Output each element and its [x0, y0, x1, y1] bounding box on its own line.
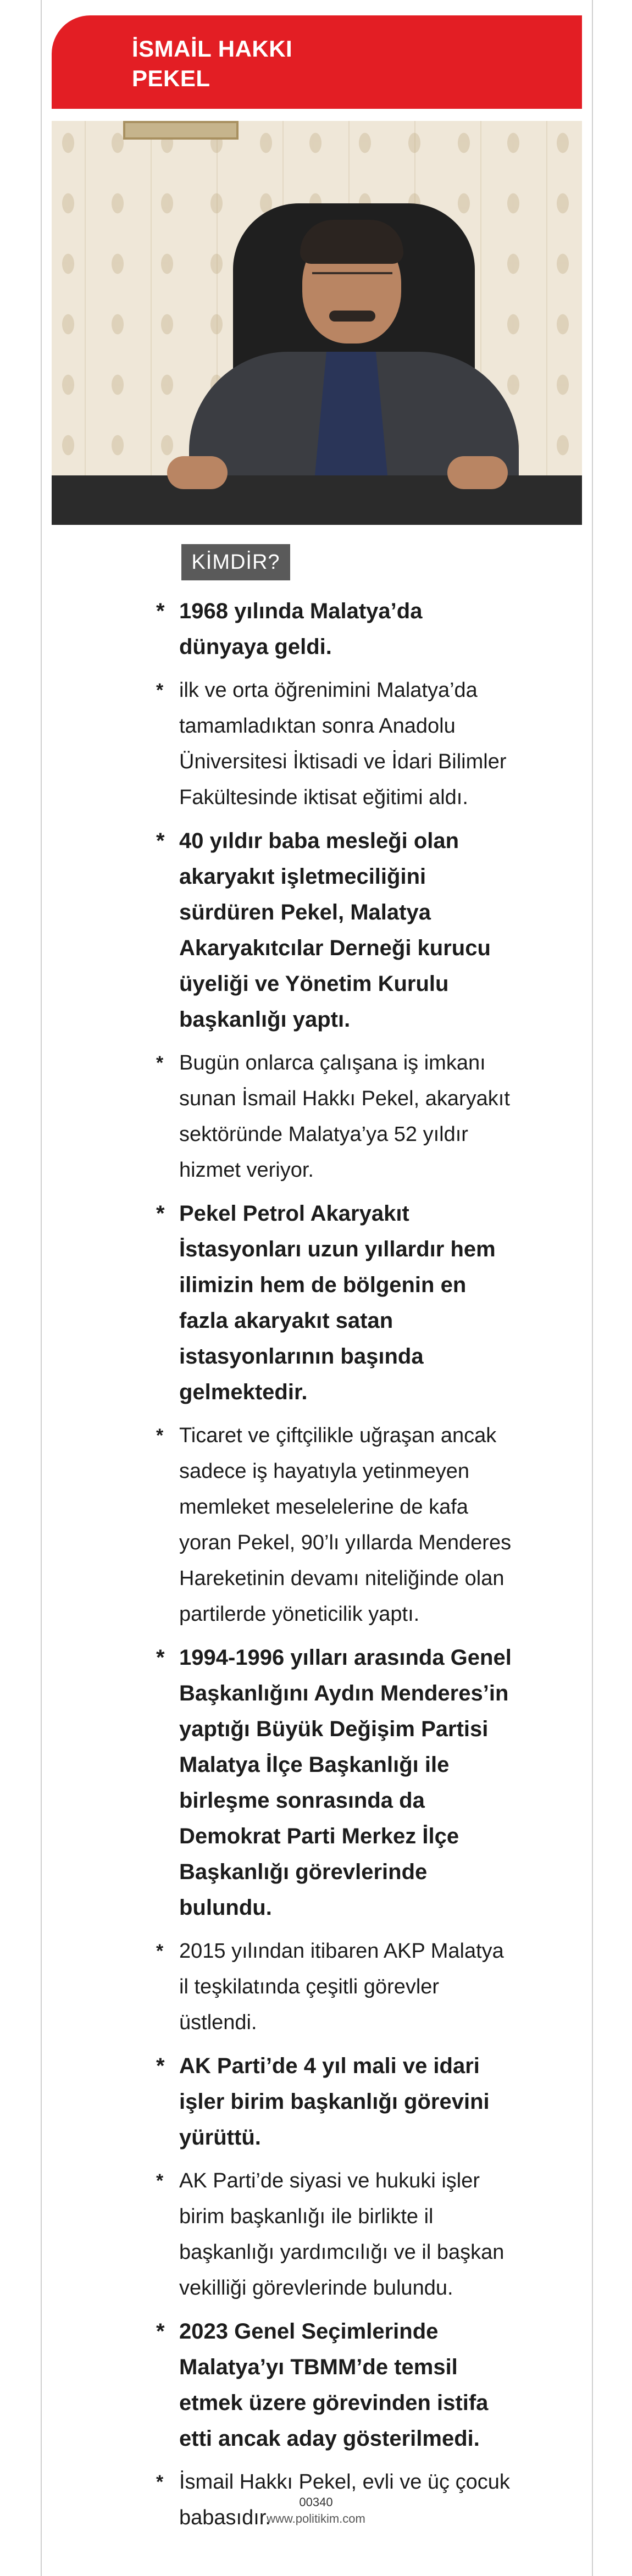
bio-list-item [154, 1640, 517, 1926]
bio-list-item [154, 2048, 517, 2156]
person-hair [300, 220, 403, 264]
bullet-asterisk: * [156, 1425, 164, 1446]
bio-item-text: 1968 yılında Malatya’da dünyaya geldi. [179, 599, 423, 659]
page-number: 00340 [299, 2495, 333, 2509]
bio-list-item [154, 594, 517, 665]
bio-list-item [154, 1418, 517, 1632]
bullet-asterisk: * [156, 1201, 165, 1226]
bullet-asterisk: * [156, 1052, 164, 1073]
footer [0, 2494, 632, 2527]
bio-item-text: Pekel Petrol Akaryakıt İstasyonları uzun yıllardır hem ilimizin hem de bölgenin en fazla akaryakıt satan istasyonlarının başında gelmektedir. [179, 1201, 496, 1404]
bio-item-text: AK Parti’de 4 yıl mali ve idari işler birim başkanlığı görevini yürüttü. [179, 2054, 490, 2150]
bullet-asterisk: * [156, 680, 164, 701]
bio-list-item [154, 673, 517, 816]
bio-list-item [154, 2163, 517, 2306]
bio-item-text: Bugün onlarca çalışana iş imkanı sunan İsmail Hakkı Pekel, akaryakıt sektöründe Malatya’ya 52 yıldır hizmet veriyor. [179, 1051, 510, 1182]
bio-item-text: 40 yıldır baba mesleği olan akaryakıt işletmeciliğini sürdüren Pekel, Malatya Akaryakıtcılar Derneği kurucu üyeliği ve Yönetim Kurulu başkanlığı yaptı. [179, 829, 491, 1032]
bullet-asterisk: * [156, 2170, 164, 2191]
right-hand [447, 456, 508, 489]
header-banner [52, 15, 582, 109]
page-title [132, 34, 582, 93]
biography-list [154, 594, 517, 2544]
bio-item-text: 2023 Genel Seçimlerinde Malatya’yı TBMM’de temsil etmek üzere görevinden istifa etti ancak aday gösterilmedi. [179, 2319, 489, 2451]
glasses [312, 272, 392, 291]
bullet-asterisk: * [156, 2054, 165, 2078]
bio-item-text: 1994-1996 yılları arasında Genel Başkanlığını Aydın Menderes’in yaptığı Büyük Değişim Partisi Malatya İlçe Başkanlığı ile birleşme sonrasında da Demokrat Parti Merkez İlçe Başkanlığı görevlerinde bulundu. [179, 1646, 512, 1920]
bullet-asterisk: * [156, 1941, 164, 1962]
bio-list-item [154, 1045, 517, 1188]
section-label: KİMDİR? [181, 544, 290, 580]
bullet-asterisk: * [156, 1646, 165, 1670]
bio-item-text: ilk ve orta öğrenimini Malatya’da tamamladıktan sonra Anadolu Üniversitesi İktisadi ve İdari Bilimler Fakültesinde iktisat eğitimi aldı. [179, 679, 507, 809]
title-line-1: İSMAİL HAKKI [132, 36, 293, 62]
bio-list-item [154, 2314, 517, 2457]
bullet-asterisk: * [156, 599, 165, 623]
bio-item-text: Ticaret ve çiftçilikle uğraşan ancak sadece iş hayatıyla yetinmeyen memleket meselelerine de kafa yoran Pekel, 90’lı yıllarda Menderes Hareketinin devamı niteliğinde olan partilerde yöneticilik yaptı. [179, 1424, 512, 1626]
left-hand [167, 456, 228, 489]
bullet-asterisk: * [156, 2472, 164, 2492]
bio-list-item [154, 1934, 517, 2041]
wall-frame [123, 121, 239, 140]
site-url: www.politikim.com [267, 2512, 365, 2525]
bullet-asterisk: * [156, 2319, 165, 2344]
mustache [329, 311, 375, 322]
portrait-photo [52, 121, 582, 525]
bullet-asterisk: * [156, 829, 165, 853]
bio-item-text: İsmail Hakkı Pekel, evli ve üç çocuk babasıdır. [179, 2470, 510, 2529]
bio-list-item [154, 823, 517, 1038]
title-line-2: PEKEL [132, 65, 210, 91]
bio-item-text: 2015 yılından itibaren AKP Malatya il teşkilatında çeşitli görevler üstlendi. [179, 1940, 504, 2034]
bio-item-text: AK Parti’de siyasi ve hukuki işler birim başkanlığı ile birlikte il başkanlığı yardımcılığı ve il başkan vekilliği görevlerinde bulundu. [179, 2169, 505, 2300]
bio-list-item [154, 1196, 517, 1410]
